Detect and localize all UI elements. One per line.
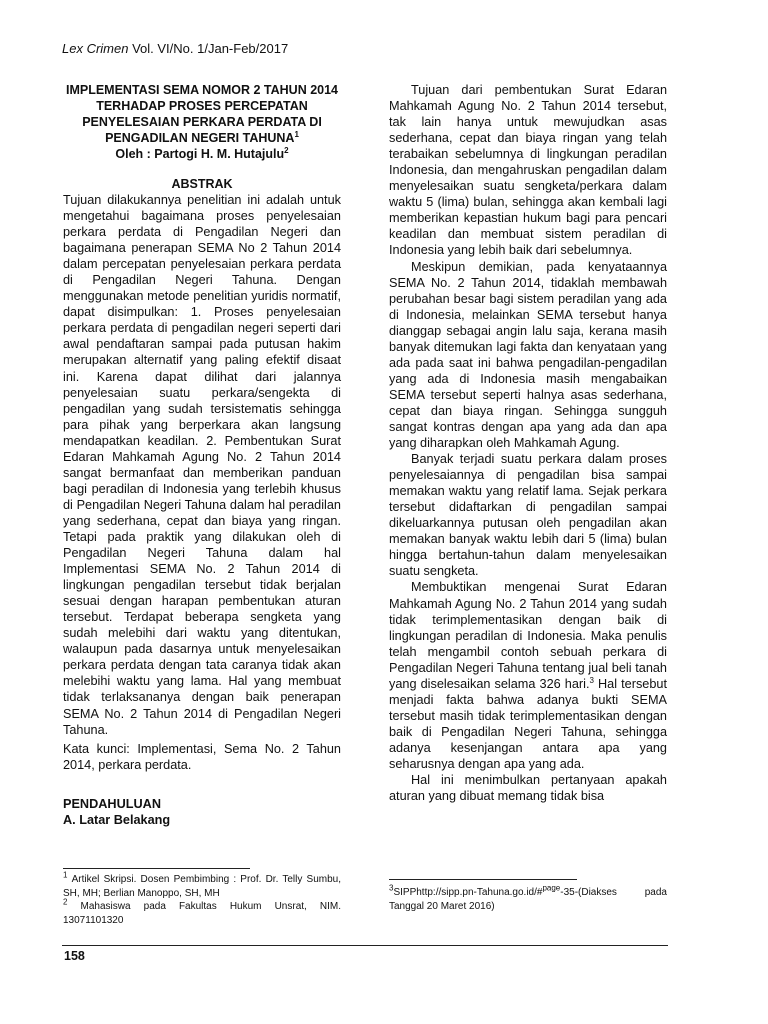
title-line: PENYELESAIAN PERKARA PERDATA DI <box>82 115 322 129</box>
footnotes-left <box>63 870 341 927</box>
running-header <box>62 41 288 56</box>
abstract-heading: ABSTRAK <box>171 177 233 191</box>
footnote: $^2$ Mahasiswa pada Fakultas Hukum Unsrat, NIM. 13071101320 <box>63 897 341 926</box>
footnote-ref[interactable]: 3 <box>589 675 594 685</box>
abstract-text: Tujuan dilakukannya penelitian ini adalah untuk mengetahui bagaimana proses penyelesaian perkara perdata di Pengadilan Negeri dan bagaimana penerapan SEMA No 2 Tahun 2014 dalam percepatan penyelesaian perkara perdata di Pengadilan Negeri Tahuna. Dengan menggunakan metode penelitian yuridis normatif, dapat disimpulkan: 1. Proses penyelesaian perkara perdata di pengadilan negeri seperti dari awal pendaftaran sampai pada putusan hakim merupakan alternatif yang paling efektif disaat ini. Karena dapat dilihat dari jalannya penyelesaian suatu perkara/sengekta di pengadilan yang sudah tersistematis sehingga para pihak yang berperkara akan langsung mendapatkan keadilan. 2. Pembentukan Surat Edaran Mahkamah Agung No. 2 Tahun 2014 sangat bermanfaat dan memberikan panduan bagi peradilan di Indonesia yang terlebih khusus di Pengadilan Negeri Tahuna dalam hal peradilan yang sederhana, cepat dan biaya yang ringan. Tetapi pada praktik yang dilakukan oleh di Pengadilan Negeri Tahuna dalam hal Implementasi SEMA No. 2 Tahun 2014 di lingkungan pengadilan tersebut tidak berjalan sesuai dengan harapan pembentukan aturan tersebut. Terdapat beberapa sengketa yang sudah melebihi dari waktu yang ditentukan, walaupun pada dasarnya untuk menyelesaikan perkara perdata dengan tata caranya tidak akan melebihi waktu yang lama. Hal yang membuat tidak terlaksananya dengan baik penerapan SEMA No. 2 Tahun 2014 di Pengadilan Negeri Tahuna. <box>63 193 341 737</box>
keywords: Kata kunci: Implementasi, Sema No. 2 Tahun 2014, perkara perdata. <box>63 741 341 772</box>
page-number: 158 <box>64 949 85 963</box>
footnote-link[interactable]: SIPPhttp://sipp.pn-Tahuna.go.id/# <box>393 887 543 898</box>
footnote-ref[interactable]: 1 <box>294 129 299 139</box>
paragraph: Tujuan dari pembentukan Surat Edaran Mahkamah Agung No. 2 Tahun 2014 tersebut, tak lain hanya untuk mewujudkan asas sederhana, cepat dan biaya ringan yang telah terabaikan sebelumnya di lingkungan peradilan Indonesia, dan mengahruskan pengadilan dalam menyelesaikan suatu sengketa/perkara dalam waktu 5 (lima) bulan, sehingga akan kembali lagi memberikan kepastian hukum bagi para pencari keadilan dan membuat sistem peradilan di Indonesia yang lebih baik dari sebelumnya. <box>389 83 667 258</box>
paragraph: Membuktikan mengenai Surat Edaran Mahkamah Agung No. 2 Tahun 2014 yang sudah tidak terimplementasikan dengan baik di lingkungan peradilan di Indonesia. Maka penulis telah mengambil contoh sebuah perkara di Pengadilan Negeri Tahuna tentang jual beli tanah yang diselesaikan selama 326 hari.$^3$ Hal tersebut menjadi fakta bahwa adanya bukti SEMA tersebut masih tidak terimplementasikan dengan baik di Pengadilan Negeri Tahuna, sehingga adanya kesenjangan antara apa yang seharusnya dengan apa yang ada. <box>389 580 667 771</box>
author-line: Oleh : Partogi H. M. Hutajulu$^2$ <box>115 145 289 161</box>
left-column <box>63 82 341 828</box>
section-heading: PENDAHULUAN <box>63 796 161 811</box>
title-line: IMPLEMENTASI SEMA NOMOR 2 TAHUN 2014 <box>65 83 339 97</box>
right-column <box>389 82 667 804</box>
footer-rule <box>62 945 668 946</box>
article-title <box>63 82 341 146</box>
footnote: $^1$ Artikel Skripsi. Dosen Pembimbing : Prof. Dr. Telly Sumbu, SH, MH; Berlian Manoppo, SH, MH <box>63 870 341 899</box>
footnote-rule <box>389 879 577 880</box>
footnote-right: $^3$SIPPhttp://sipp.pn-Tahuna.go.id/#$^{page}$-35-(Diakses pada Tanggal 20 Maret 2016) <box>389 883 667 912</box>
journal-name: Lex Crimen <box>62 41 129 56</box>
footnote-rule <box>63 868 250 869</box>
paragraph: Meskipun demikian, pada kenyataannya SEMA No. 2 Tahun 2014, tidaklah membawah perubahan besar bagi sistem peradilan yang ada di Indonesia, melainkan SEMA tersebut hanya dianggap sebagai angin lalu saja, kerana masih banyak ditemukan lagi fakta dan kenyataan yang ada pada saat ini bahwa pengadilan-pengadilan yang ada di Indonesia masih mengabaikan SEMA tersebut seperti halnya asas sederhana, cepat dan biaya ringan. Sehingga sungguh sangat kontras dengan apa yang ada dan apa yang diharapkan oleh Mahkamah Agung. <box>389 259 667 451</box>
title-line: PENGADILAN NEGERI TAHUNA$^1$ <box>105 129 299 145</box>
paragraph: Banyak terjadi suatu perkara dalam proses penyelesaiannya di pengadilan bisa sampai memakan waktu yang relatif lama. Sejak perkara tersebut didaftarkan di pengadilan sampai dikeluarkannya putusan oleh pengadilan akan memakan banyak waktu lebih dari 5 (lima) bulan hingga bertahun-tahun dalam menyelesaikan suatu sengketa. <box>389 452 667 579</box>
journal-issue: Vol. VI/No. 1/Jan-Feb/2017 <box>132 41 289 56</box>
footnote-ref[interactable]: 2 <box>284 145 289 155</box>
subsection-heading: A. Latar Belakang <box>63 812 171 827</box>
paragraph: Hal ini menimbulkan pertanyaan apakah aturan yang dibuat memang tidak bisa <box>389 773 667 804</box>
title-line: TERHADAP PROSES PERCEPATAN <box>96 99 308 113</box>
